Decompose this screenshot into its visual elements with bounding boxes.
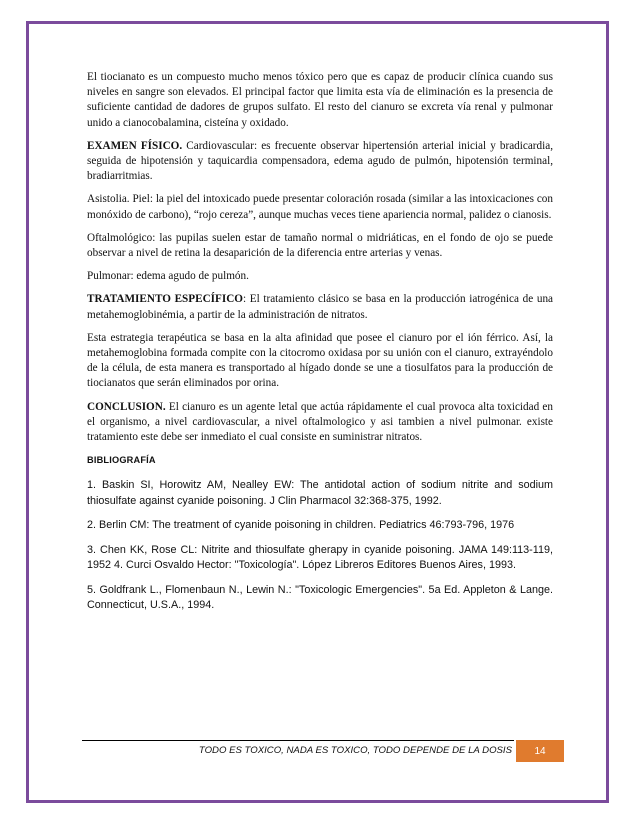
paragraph-physical-exam bbox=[87, 139, 553, 185]
footer-divider bbox=[82, 740, 514, 741]
reference-item: 1. Baskin SI, Horowitz AM, Nealley EW: The antidotal action of sodium nitrite and sodium thiosulfate against cyanide poisoning. J Clin Pharmacol 32:368-375, 1992. bbox=[87, 479, 553, 507]
document-body bbox=[87, 70, 553, 622]
reference-item: 3. Chen KK, Rose CL: Nitrite and thiosulfate gherapy in cyanide poisoning. JAMA 149:113-119, 1952 4. Curci Osvaldo Hector: "Toxicología". López Libreros Editores Buenos Aires, 1993. bbox=[87, 543, 553, 572]
heading-conclusion: CONCLUSION. bbox=[87, 400, 166, 413]
heading-physical-exam: EXAMEN FÍSICO. bbox=[87, 139, 183, 152]
paragraph-conclusion bbox=[87, 400, 553, 446]
heading-specific-treatment: TRATAMIENTO ESPECÍFICO bbox=[87, 293, 243, 306]
reference-item: 2. Berlin CM: The treatment of cyanide poisoning in children. Pediatrics 46:793-796, 1976 bbox=[87, 519, 515, 532]
footer-motto: TODO ES TOXICO, NADA ES TOXICO, TODO DEPENDE DE LA DOSIS bbox=[198, 745, 512, 756]
paragraph-thiocyanate: El tiocianato es un compuesto mucho menos tóxico pero que es capaz de producir clínica cuando sus niveles en sangre son elevados. El principal factor que limita esta vía de eliminación es la presencia de suficiente cantidad de dadores de grupos sulfato. El resto del cianuro se excreta vía renal y pulmonar unido a cianocobalamina, cisteína y oxidado. bbox=[87, 71, 553, 129]
paragraph-specific-treatment bbox=[87, 292, 553, 322]
physical-exam-text: Cardiovascular: es frecuente observar hipertensión arterial inicial y bradicardia, seguida de hipotensión y taquicardia compensadora, edema agudo de pulmón, hipotensión terminal, bradiarritmias. bbox=[87, 139, 553, 183]
bibliography-heading: BIBLIOGRAFÍA bbox=[87, 455, 156, 466]
conclusion-text: El cianuro es un agente letal que actúa rápidamente el cual provoca alta toxicidad en el organismo, a nivel cardiovascular, a nivel oftalmologico y asi tambien a nivel pulmonar. existe tratamiento este debe ser inmediato el cual consiste en suministrar nitratos. bbox=[87, 400, 553, 444]
paragraph-asystole-skin: Asistolia. Piel: la piel del intoxicado puede presentar coloración rosada (similar a las intoxicaciones con monóxido de carbono), “rojo cereza”, aunque muchas veces tiene apariencia normal, palidez o cianosis. bbox=[87, 193, 553, 221]
specific-treatment-text: : El tratamiento clásico se basa en la producción iatrogénica de una metahemoglobinémia, a partir de la administración de nitratos. bbox=[87, 293, 554, 321]
paragraph-ophthalmologic: Oftalmológico: las pupilas suelen estar de tamaño normal o midriáticas, en el fondo de ojo se puede observar a nivel de retina la desaparición de la diferencia entre arterias y venas. bbox=[87, 231, 553, 260]
page-number-badge: 14 bbox=[516, 740, 564, 762]
paragraph-therapeutic-strategy: Esta estrategia terapéutica se basa en la alta afinidad que posee el cianuro por el ión férrico. Así, la metahemoglobina formada compite con la citocromo oxidasa por su unión con el cianuro, extrayéndolo de la célula, de esta manera es transportado al hígado donde se une a tiosulfatos para la producción de tiocianatos que serán eliminados por orina. bbox=[87, 331, 553, 390]
reference-item: 5. Goldfrank L., Flomenbaun N., Lewin N.: "Toxicologic Emergencies". 5a Ed. Appleton & Lange. Connecticut, U.S.A., 1994. bbox=[87, 583, 553, 611]
paragraph-pulmonary: Pulmonar: edema agudo de pulmón. bbox=[87, 270, 249, 283]
